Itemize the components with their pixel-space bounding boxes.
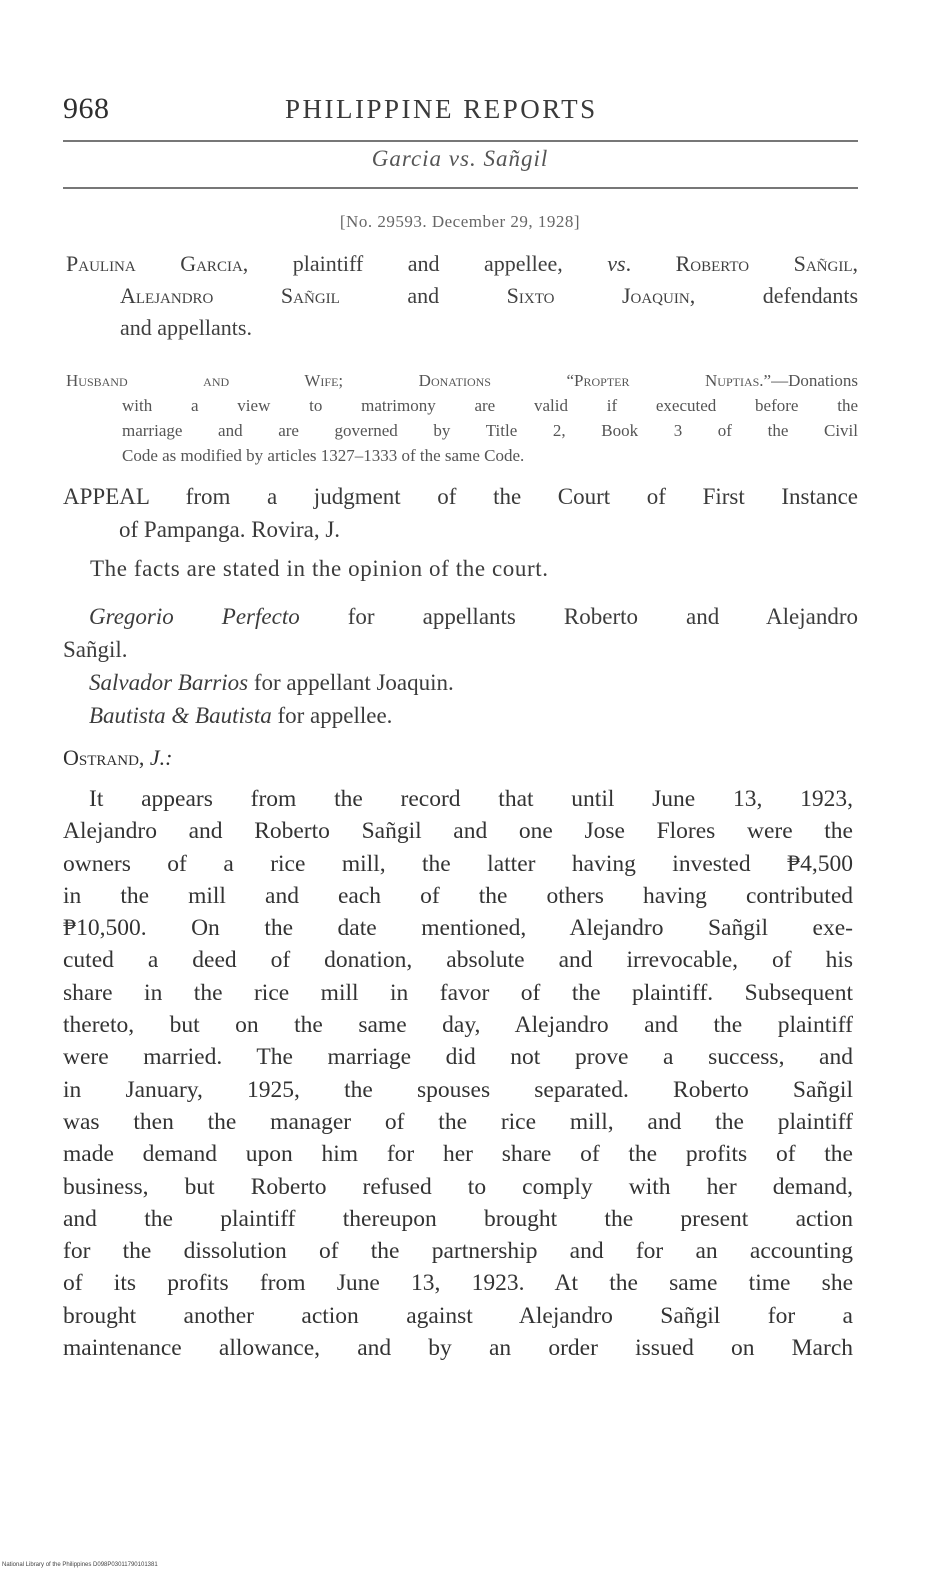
- appeal-statement: [63, 480, 858, 546]
- party-text: and: [339, 283, 507, 308]
- opinion-line: in the mill and each of the others having contributed: [63, 882, 853, 909]
- opinion-body: [63, 783, 853, 1364]
- opinion-author: [63, 745, 173, 771]
- running-header: [63, 92, 863, 132]
- parties-line-1: [66, 248, 858, 280]
- syllabus-line: marriage and are governed by Title 2, Book 3 of the Civil: [122, 421, 858, 440]
- docket-line: [No. 29593. December 29, 1928]: [339, 212, 581, 231]
- syllabus: [66, 368, 858, 468]
- opinion-line: owners of a rice mill, the latter having invested ₱4,500: [63, 850, 853, 877]
- opinion-line: brought another action against Alejandro Sañgil for a: [63, 1302, 853, 1329]
- case-title: Garcia vs. Sañgil: [371, 146, 549, 171]
- counsel-role: for appellant Joaquin.: [248, 670, 454, 695]
- opinion-line: was then the manager of the rice mill, and the plaintiff: [63, 1108, 853, 1135]
- opinion-line: It appears from the record that until June 13, 1923,: [89, 786, 853, 812]
- counsel-line: [63, 600, 858, 633]
- party-text: .: [625, 251, 676, 276]
- running-title: PHILIPPINE REPORTS: [285, 94, 598, 124]
- syllabus-heading: Husband and Wife; Donations “Propter Nuptias.”: [66, 371, 772, 390]
- opinion-line: Alejandro and Roberto Sañgil and one Jose Flores were the: [63, 818, 853, 845]
- opinion-line: made demand upon him for her share of the profits of the: [63, 1141, 853, 1168]
- counsel-line: [63, 699, 858, 732]
- versus-word: vs: [607, 251, 626, 276]
- syllabus-text: —Donations: [771, 371, 858, 390]
- opinion-line: maintenance allowance, and by an order issued on March: [63, 1335, 853, 1362]
- opinion-line: ₱10,500. On the date mentioned, Alejandro Sañgil exe-: [63, 915, 853, 942]
- appeal-line: of Pampanga. Rovira, J.: [119, 517, 341, 542]
- opinion-line: thereto, but on the same day, Alejandro and the plaintiff: [63, 1012, 853, 1039]
- case-parties: [66, 248, 858, 344]
- party-name: Paulina Garcia: [66, 251, 243, 276]
- justice-name: Ostrand: [63, 745, 139, 770]
- opinion-line: cuted a deed of donation, absolute and irrevocable, of his: [63, 947, 853, 974]
- opinion-line: share in the rice mill in favor of the plaintiff. Subsequent: [63, 979, 853, 1006]
- opinion-line: and the plaintiff thereupon brought the present action: [63, 1205, 853, 1232]
- party-name: Roberto Sañgil: [675, 251, 853, 276]
- counsel-line: Sañgil.: [63, 637, 128, 662]
- party-text: , defendants: [689, 283, 859, 308]
- party-text: ,: [852, 251, 858, 276]
- appeal-line: APPEAL from a judgment of the Court of First Instance: [63, 484, 858, 509]
- counsel-role: for appellee.: [271, 703, 393, 728]
- parties-line-2: [66, 280, 858, 312]
- party-name: Alejandro Sañgil: [120, 283, 340, 308]
- justice-title: J.:: [149, 745, 173, 770]
- counsel-name: Bautista & Bautista: [89, 703, 272, 728]
- syllabus-line: [66, 368, 858, 393]
- header-rule-top: [63, 140, 858, 142]
- counsel-line: [63, 666, 858, 699]
- opinion-line: in January, 1925, the spouses separated. Roberto Sañgil: [63, 1076, 853, 1103]
- opinion-line: for the dissolution of the partnership and for an accounting: [63, 1238, 853, 1265]
- header-rule-bottom: [63, 187, 858, 189]
- justice-sep: ,: [138, 745, 150, 770]
- opinion-line: business, but Roberto refused to comply with her demand,: [63, 1173, 853, 1200]
- counsel-name: Gregorio Perfecto: [89, 604, 300, 629]
- opinion-line: of its profits from June 13, 1923. At the same time she: [63, 1270, 853, 1297]
- party-name: Sixto Joaquin: [506, 283, 690, 308]
- counsel-role: for appellants Roberto and Alejandro: [299, 604, 858, 629]
- opinion-line: were married. The marriage did not prove a success, and: [63, 1044, 853, 1071]
- page-number: 968: [63, 92, 110, 125]
- facts-statement: The facts are stated in the opinion of the court.: [90, 556, 549, 581]
- parties-line-3: and appellants.: [120, 315, 252, 340]
- party-text: , plaintiff and appellee,: [242, 251, 608, 276]
- syllabus-line: Code as modified by articles 1327–1333 of the same Code.: [122, 446, 525, 465]
- counsel-name: Salvador Barrios: [89, 670, 249, 695]
- footer-source: National Library of the Philippines D098P03011790101381: [2, 1562, 158, 1568]
- syllabus-line: with a view to matrimony are valid if executed before the: [122, 396, 858, 415]
- counsel-list: [63, 600, 858, 732]
